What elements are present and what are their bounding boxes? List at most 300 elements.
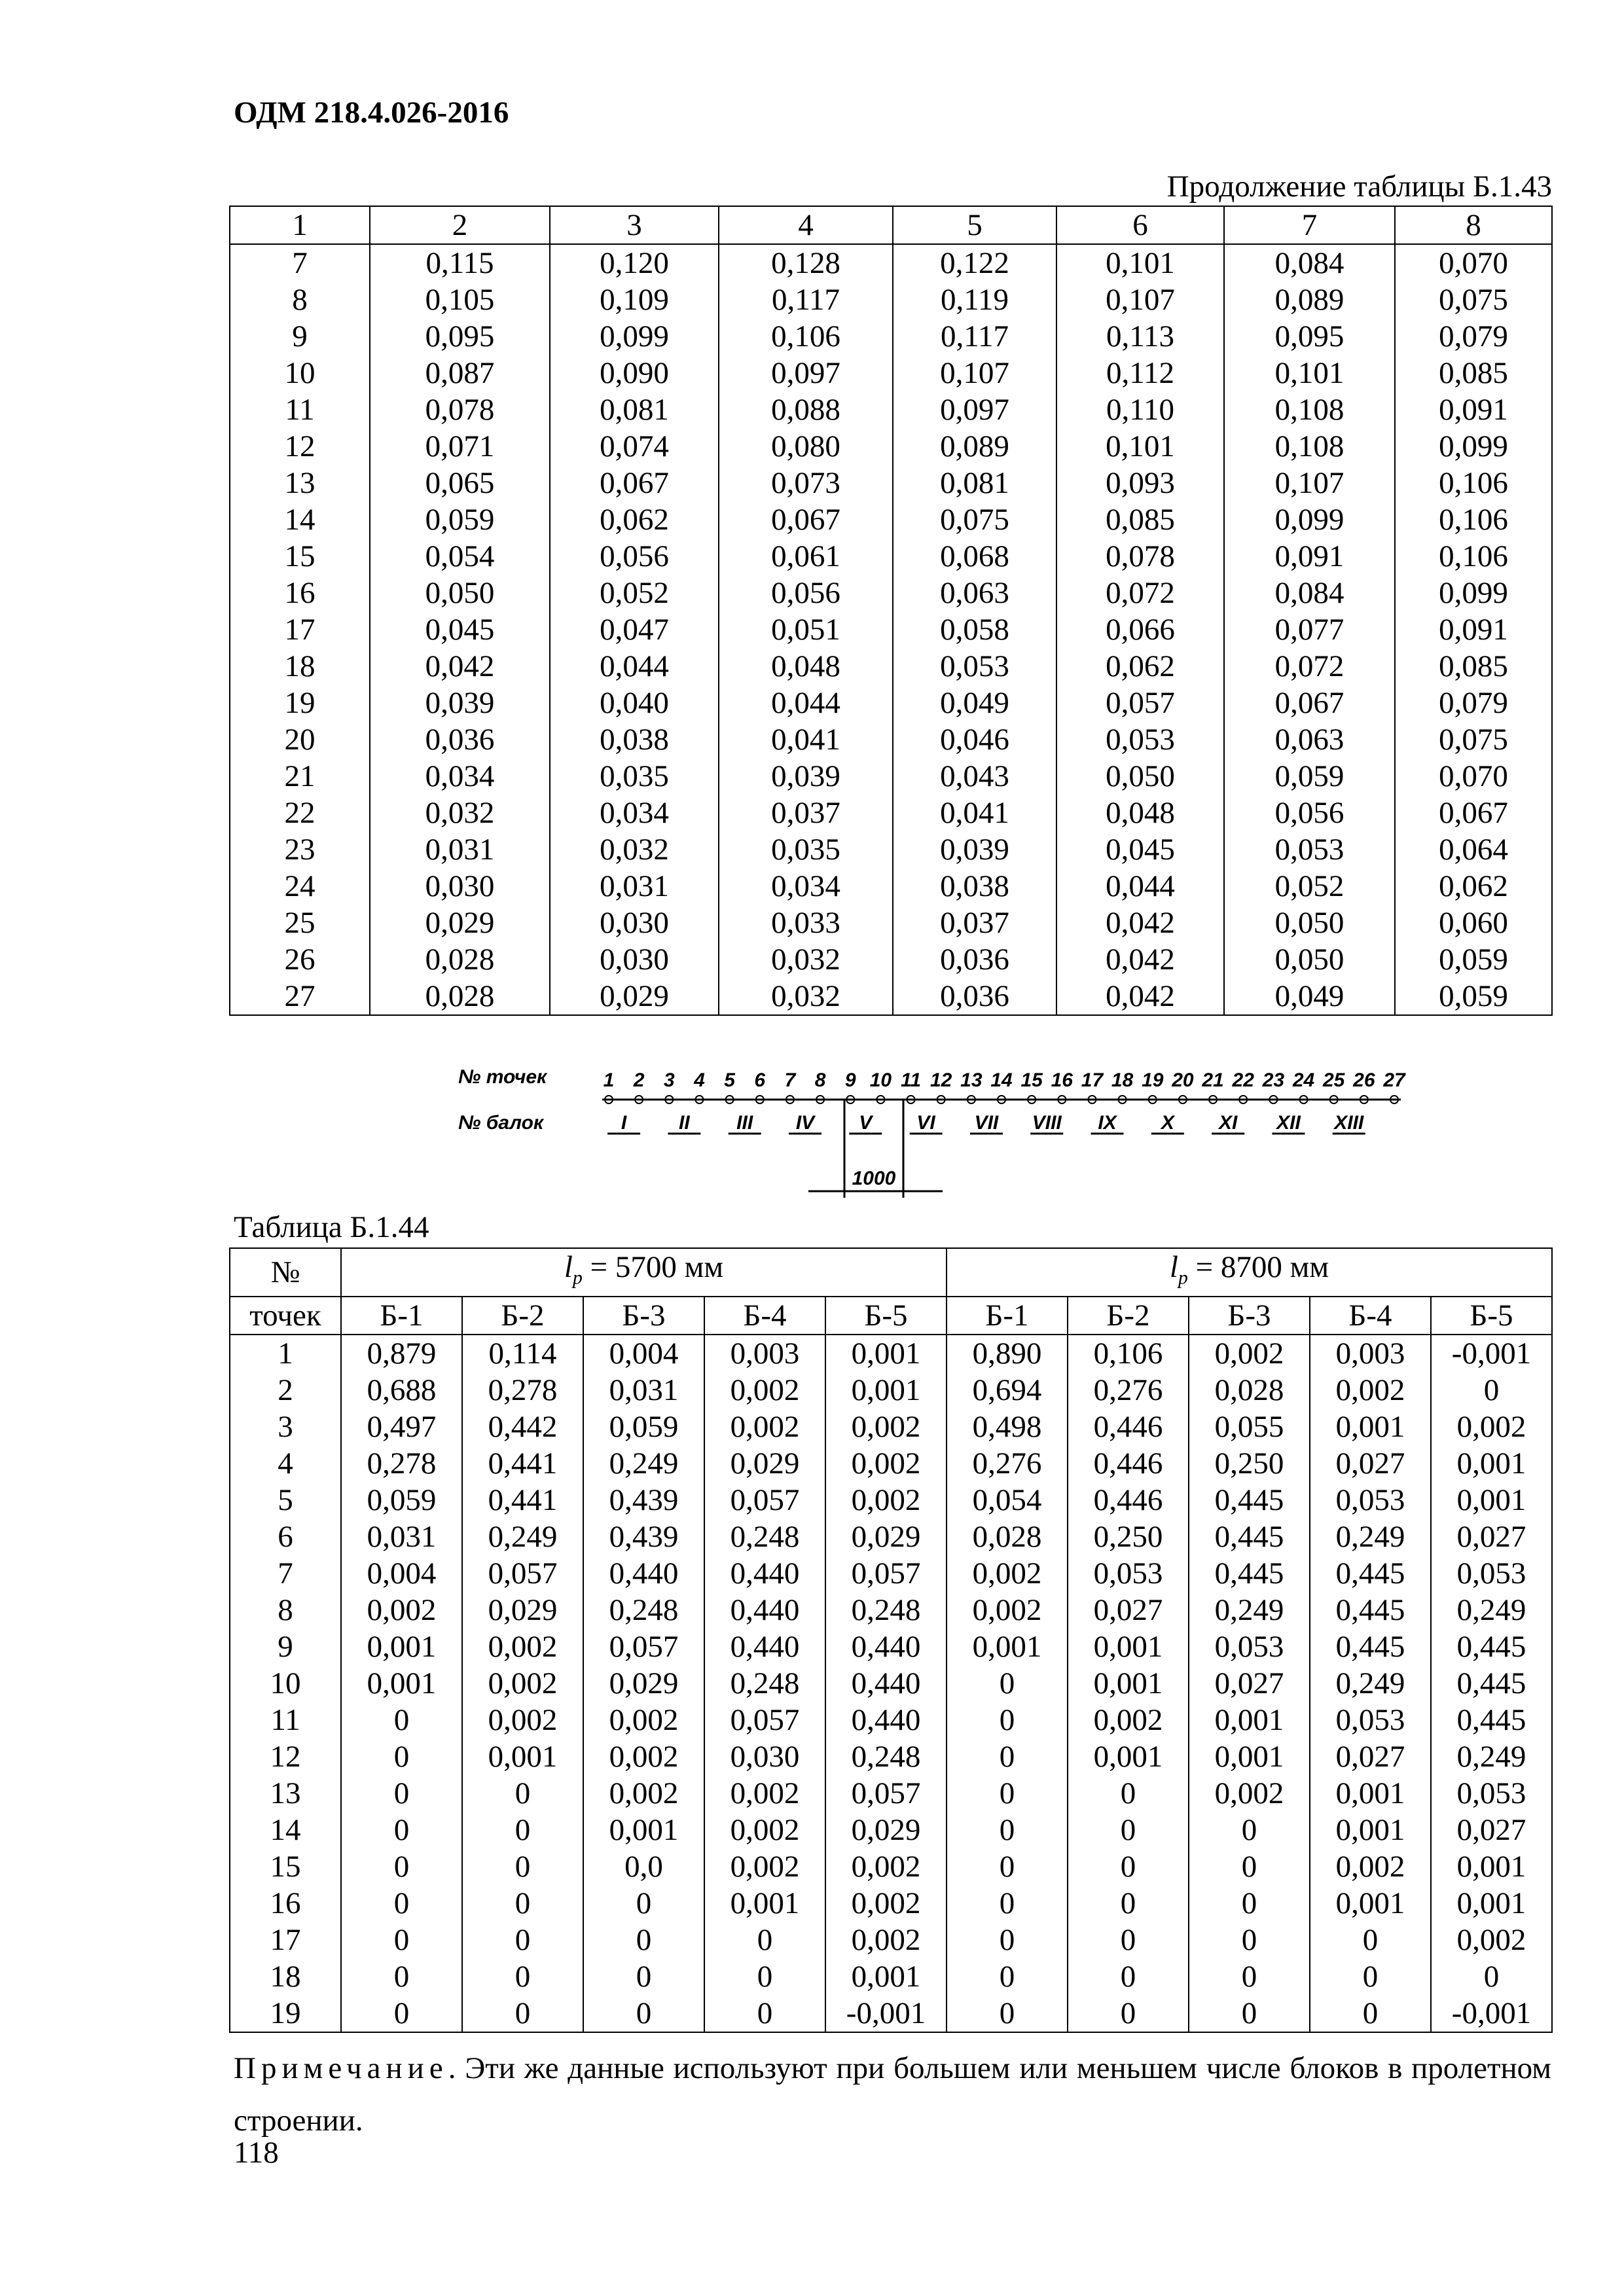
table-cell: 0,099 bbox=[1395, 575, 1552, 611]
table-cell: 0,050 bbox=[1056, 758, 1224, 795]
point-number-label: 15 bbox=[1020, 1069, 1043, 1091]
table-cell: 0,106 bbox=[1395, 465, 1552, 501]
table-cell: 0,037 bbox=[893, 905, 1056, 941]
table-row bbox=[230, 1812, 1552, 1848]
table-cell: 2 bbox=[230, 1372, 341, 1408]
table-cell: 0,106 bbox=[1395, 501, 1552, 538]
table-cell: 0,106 bbox=[1068, 1335, 1189, 1372]
table-cell: 6 bbox=[230, 1518, 341, 1555]
table-cell: 0,084 bbox=[1224, 244, 1395, 281]
table-cell: 0,117 bbox=[719, 281, 893, 318]
table-cell: 0,001 bbox=[1431, 1482, 1552, 1518]
table-cell: 0,036 bbox=[370, 721, 550, 758]
beam-number-label: X bbox=[1161, 1112, 1174, 1134]
table-cell: 0 bbox=[341, 1922, 462, 1958]
table-cell: 24 bbox=[230, 868, 370, 905]
table-cell: 0,440 bbox=[583, 1555, 704, 1592]
column-header-8: 8 bbox=[1395, 206, 1552, 244]
table-cell: 0,063 bbox=[893, 575, 1056, 611]
table-cell: 0,041 bbox=[719, 721, 893, 758]
table-cell: 0,002 bbox=[462, 1702, 583, 1738]
point-number-label: 7 bbox=[784, 1069, 796, 1091]
table-cell: 0,248 bbox=[704, 1665, 825, 1702]
table-cell: 0,249 bbox=[583, 1445, 704, 1482]
table-cell: 18 bbox=[230, 648, 370, 685]
point-number-label: 6 bbox=[754, 1069, 766, 1091]
table-cell: 0,248 bbox=[825, 1738, 947, 1775]
table-cell: 0,029 bbox=[550, 978, 719, 1015]
table-cell: 0,053 bbox=[893, 648, 1056, 685]
table-cell: 0 bbox=[341, 1775, 462, 1812]
table-cell: 10 bbox=[230, 355, 370, 391]
table-cell: 0,445 bbox=[1431, 1665, 1552, 1702]
header-no: № bbox=[230, 1248, 341, 1297]
table-cell: 0,093 bbox=[1056, 465, 1224, 501]
table-cell: 4 bbox=[230, 1445, 341, 1482]
table-cell: 7 bbox=[230, 244, 370, 281]
table-cell: 0,067 bbox=[719, 501, 893, 538]
table-cell: 0 bbox=[704, 1958, 825, 1995]
table-cell: 0,090 bbox=[550, 355, 719, 391]
table-cell: 0,085 bbox=[1056, 501, 1224, 538]
table-cell: 0,079 bbox=[1395, 318, 1552, 355]
table-cell: 0,032 bbox=[719, 941, 893, 978]
table-cell: 0,089 bbox=[1224, 281, 1395, 318]
table-cell: 0,099 bbox=[550, 318, 719, 355]
table-cell: 0,028 bbox=[947, 1518, 1068, 1555]
table-cell: 0 bbox=[341, 1702, 462, 1738]
table-cell: 13 bbox=[230, 465, 370, 501]
table-cell: 0,027 bbox=[1068, 1592, 1189, 1628]
table-cell: 0,446 bbox=[1068, 1445, 1189, 1482]
table-cell: 0,001 bbox=[1068, 1628, 1189, 1665]
table-row bbox=[230, 1885, 1552, 1922]
table-cell: 0,001 bbox=[1189, 1738, 1310, 1775]
table-cell: 0,066 bbox=[1056, 611, 1224, 648]
table-cell: 0,106 bbox=[1395, 538, 1552, 575]
table-cell: 9 bbox=[230, 1628, 341, 1665]
table-cell: 17 bbox=[230, 1922, 341, 1958]
table-cell: 11 bbox=[230, 1702, 341, 1738]
table-cell: 9 bbox=[230, 318, 370, 355]
table-cell: 0,054 bbox=[370, 538, 550, 575]
table-cell: 0,002 bbox=[825, 1445, 947, 1482]
table-cell: 0,033 bbox=[719, 905, 893, 941]
table-cell: 0 bbox=[1068, 1848, 1189, 1885]
beam-number-label: VI bbox=[916, 1112, 935, 1134]
table-cell: 0,029 bbox=[462, 1592, 583, 1628]
table-cell: 16 bbox=[230, 1885, 341, 1922]
table-cell: 0,036 bbox=[893, 978, 1056, 1015]
table-cell: 0,002 bbox=[583, 1702, 704, 1738]
table-cell: 0 bbox=[341, 1995, 462, 2032]
table-cell: 0,084 bbox=[1224, 575, 1395, 611]
table-cell: 0,051 bbox=[719, 611, 893, 648]
table-row bbox=[230, 355, 1552, 391]
table-cell: 0,002 bbox=[1068, 1702, 1189, 1738]
table-cell: 0,053 bbox=[1431, 1775, 1552, 1812]
table-cell: 0,053 bbox=[1310, 1702, 1431, 1738]
table-row bbox=[230, 1848, 1552, 1885]
table-cell: 0 bbox=[341, 1848, 462, 1885]
table-cell: 0,002 bbox=[947, 1555, 1068, 1592]
table-row bbox=[230, 868, 1552, 905]
table-cell: 0,062 bbox=[1395, 868, 1552, 905]
table-row bbox=[230, 648, 1552, 685]
point-number-label: 16 bbox=[1051, 1069, 1073, 1091]
table-cell: 0,044 bbox=[719, 685, 893, 721]
table-cell: 0,001 bbox=[947, 1628, 1068, 1665]
table-row bbox=[230, 1518, 1552, 1555]
table-cell: 0,059 bbox=[370, 501, 550, 538]
table-cell: 0,001 bbox=[1431, 1848, 1552, 1885]
table-cell: 0,049 bbox=[893, 685, 1056, 721]
table-cell: 0,688 bbox=[341, 1372, 462, 1408]
table-cell: 0,028 bbox=[370, 978, 550, 1015]
table-cell: 0,002 bbox=[1431, 1922, 1552, 1958]
table-cell: 0,088 bbox=[719, 391, 893, 428]
table-cell: 0,001 bbox=[1189, 1702, 1310, 1738]
table-cell: 0,027 bbox=[1431, 1518, 1552, 1555]
table-cell: 0 bbox=[947, 1665, 1068, 1702]
table-cell: 0,056 bbox=[550, 538, 719, 575]
table-cell: 0,027 bbox=[1310, 1445, 1431, 1482]
table-cell: 0,064 bbox=[1395, 831, 1552, 868]
table-note bbox=[234, 2042, 1551, 2147]
table-row bbox=[230, 1445, 1552, 1482]
table-row bbox=[230, 1555, 1552, 1592]
beam-number-label: XII bbox=[1276, 1112, 1301, 1134]
table-row bbox=[230, 575, 1552, 611]
beam-number-label: VII bbox=[974, 1112, 999, 1134]
table-cell: 0,056 bbox=[1224, 795, 1395, 831]
table-cell: 0,001 bbox=[1431, 1885, 1552, 1922]
table-cell: 0,030 bbox=[550, 905, 719, 941]
table-row bbox=[230, 1372, 1552, 1408]
point-number-label: 4 bbox=[694, 1069, 705, 1091]
table-cell: 10 bbox=[230, 1665, 341, 1702]
table-cell: 8 bbox=[230, 281, 370, 318]
table-cell: 0 bbox=[1310, 1995, 1431, 2032]
table-cell: 0,440 bbox=[704, 1592, 825, 1628]
table-cell: 0,063 bbox=[1224, 721, 1395, 758]
table-cell: 0,039 bbox=[893, 831, 1056, 868]
table-cell: 0 bbox=[1189, 1812, 1310, 1848]
table-cell: 0,095 bbox=[1224, 318, 1395, 355]
table-cell: 1 bbox=[230, 1335, 341, 1372]
table-cell: 0 bbox=[947, 1775, 1068, 1812]
table-cell: 0,053 bbox=[1189, 1628, 1310, 1665]
table-cell: 0,001 bbox=[341, 1665, 462, 1702]
table-row bbox=[230, 758, 1552, 795]
table-cell: 0,052 bbox=[1224, 868, 1395, 905]
point-number-label: 13 bbox=[960, 1069, 983, 1091]
point-number-label: 8 bbox=[814, 1069, 826, 1091]
table-cell: 0,446 bbox=[1068, 1482, 1189, 1518]
table-b-1-44 bbox=[229, 1247, 1553, 2033]
table-cell: 0,091 bbox=[1395, 391, 1552, 428]
table-cell: 0,003 bbox=[704, 1335, 825, 1372]
point-number-label: 17 bbox=[1081, 1069, 1104, 1091]
table-cell: 0,057 bbox=[704, 1482, 825, 1518]
table-cell: 0,070 bbox=[1395, 244, 1552, 281]
table-cell: 0,249 bbox=[1310, 1518, 1431, 1555]
table-cell: 0,044 bbox=[550, 648, 719, 685]
note-label: Примечание bbox=[234, 2051, 448, 2085]
table-cell: 0,002 bbox=[583, 1738, 704, 1775]
table-cell: 0,248 bbox=[704, 1518, 825, 1555]
table-cell: 0,001 bbox=[1310, 1775, 1431, 1812]
table-cell: 0,091 bbox=[1224, 538, 1395, 575]
table-cell: 0,068 bbox=[893, 538, 1056, 575]
table-cell: 0,119 bbox=[893, 281, 1056, 318]
points-label: № точек bbox=[458, 1066, 547, 1088]
table-cell: 0,002 bbox=[704, 1372, 825, 1408]
table-cell: 0 bbox=[583, 1958, 704, 1995]
point-number-label: 22 bbox=[1232, 1069, 1254, 1091]
table-row bbox=[230, 1775, 1552, 1812]
table-cell: 0,029 bbox=[704, 1445, 825, 1482]
table-cell: 0,002 bbox=[947, 1592, 1068, 1628]
table-row bbox=[230, 1958, 1552, 1995]
table-cell: 0,053 bbox=[1310, 1482, 1431, 1518]
table-cell: 0,001 bbox=[1068, 1738, 1189, 1775]
table-cell: 12 bbox=[230, 428, 370, 465]
table-row bbox=[230, 795, 1552, 831]
table-cell: 0,034 bbox=[719, 868, 893, 905]
subcolumn-header: Б-1 bbox=[341, 1297, 462, 1335]
table-row bbox=[230, 831, 1552, 868]
table-cell: 0,045 bbox=[370, 611, 550, 648]
table-cell: 0,109 bbox=[550, 281, 719, 318]
table-cell: 0,107 bbox=[1056, 281, 1224, 318]
table-cell: 0,249 bbox=[462, 1518, 583, 1555]
table-cell: 0,001 bbox=[583, 1812, 704, 1848]
table-cell: 0,038 bbox=[893, 868, 1056, 905]
table-cell: 7 bbox=[230, 1555, 341, 1592]
table-cell: 0,440 bbox=[825, 1665, 947, 1702]
table-cell: 0,031 bbox=[583, 1372, 704, 1408]
point-number-label: 19 bbox=[1142, 1069, 1164, 1091]
table-cell: 0,250 bbox=[1068, 1518, 1189, 1555]
table-cell: 0,057 bbox=[1056, 685, 1224, 721]
table-cell: 0,0 bbox=[583, 1848, 704, 1885]
table-cell: 0,059 bbox=[1395, 978, 1552, 1015]
table-cell: 16 bbox=[230, 575, 370, 611]
table-cell: 0,067 bbox=[1224, 685, 1395, 721]
table-cell: 0,074 bbox=[550, 428, 719, 465]
table-cell: 0,440 bbox=[825, 1628, 947, 1665]
table-cell: 0,027 bbox=[1310, 1738, 1431, 1775]
subcolumn-header: Б-4 bbox=[1310, 1297, 1431, 1335]
table-cell: 0,248 bbox=[825, 1592, 947, 1628]
table-b-1-43 bbox=[229, 206, 1553, 1016]
table-cell: 0 bbox=[947, 1738, 1068, 1775]
table-cell: 0 bbox=[947, 1848, 1068, 1885]
table-cell: 0,050 bbox=[1224, 941, 1395, 978]
column-header-2: 2 bbox=[370, 206, 550, 244]
table-row bbox=[230, 428, 1552, 465]
page-number: 118 bbox=[234, 2136, 279, 2170]
point-number-label: 2 bbox=[633, 1069, 645, 1091]
subcolumn-header: Б-2 bbox=[462, 1297, 583, 1335]
header-group-8700: $l_p = 8700$ мм bbox=[947, 1248, 1552, 1297]
point-number-label: 24 bbox=[1292, 1069, 1315, 1091]
table-cell: 0,031 bbox=[550, 868, 719, 905]
table-cell: 22 bbox=[230, 795, 370, 831]
header-group-5700: $l_p = 5700$ мм bbox=[341, 1248, 947, 1297]
table-cell: 0,445 bbox=[1189, 1518, 1310, 1555]
subcolumn-header: Б-3 bbox=[1189, 1297, 1310, 1335]
table-cell: 21 bbox=[230, 758, 370, 795]
table-cell: 0,001 bbox=[1310, 1408, 1431, 1445]
table-cell: 0,057 bbox=[825, 1775, 947, 1812]
table-header-row bbox=[230, 206, 1552, 244]
table-cell: 0,071 bbox=[370, 428, 550, 465]
column-header-4: 4 bbox=[719, 206, 893, 244]
table-cell: 0 bbox=[341, 1738, 462, 1775]
table-row bbox=[230, 1335, 1552, 1372]
beam-number-label: III bbox=[736, 1112, 753, 1134]
table-cell: 0,062 bbox=[1056, 648, 1224, 685]
table-cell: 0,059 bbox=[1224, 758, 1395, 795]
table-cell: 0,002 bbox=[825, 1408, 947, 1445]
point-number-label: 25 bbox=[1323, 1069, 1345, 1091]
table-cell: 0,042 bbox=[1056, 978, 1224, 1015]
table-cell: 0,278 bbox=[462, 1372, 583, 1408]
table-cell: 0,089 bbox=[893, 428, 1056, 465]
table-cell: 0,028 bbox=[370, 941, 550, 978]
table-cell: 0,001 bbox=[462, 1738, 583, 1775]
table-cell: 0,001 bbox=[704, 1885, 825, 1922]
point-number-label: 20 bbox=[1172, 1069, 1194, 1091]
table-cell: 0,053 bbox=[1431, 1555, 1552, 1592]
point-number-label: 14 bbox=[990, 1069, 1013, 1091]
table-cell: 0,249 bbox=[1431, 1738, 1552, 1775]
table-cell: 0,081 bbox=[550, 391, 719, 428]
table-cell: 0,002 bbox=[1431, 1408, 1552, 1445]
table-row bbox=[230, 1702, 1552, 1738]
table-cell: 0,043 bbox=[893, 758, 1056, 795]
table-cell: 0,248 bbox=[583, 1592, 704, 1628]
table-cell: 0 bbox=[1068, 1995, 1189, 2032]
table-cell: -0,001 bbox=[1431, 1335, 1552, 1372]
table-cell: 0,091 bbox=[1395, 611, 1552, 648]
table-cell: 0,042 bbox=[370, 648, 550, 685]
beam-number-label: II bbox=[679, 1112, 690, 1134]
table-cell: 0,079 bbox=[1395, 685, 1552, 721]
table-cell: 0,002 bbox=[704, 1848, 825, 1885]
table-cell: 0,031 bbox=[370, 831, 550, 868]
table-cell: 0,042 bbox=[1056, 941, 1224, 978]
table-cell: 0,030 bbox=[550, 941, 719, 978]
table-cell: 0,278 bbox=[341, 1445, 462, 1482]
table-cell: 0,041 bbox=[893, 795, 1056, 831]
table-cell: 0,078 bbox=[370, 391, 550, 428]
point-number-label: 27 bbox=[1383, 1069, 1405, 1091]
table-cell: 0,034 bbox=[550, 795, 719, 831]
table-cell: 0,002 bbox=[462, 1665, 583, 1702]
table-cell: 0,035 bbox=[719, 831, 893, 868]
table-cell: 0 bbox=[1068, 1922, 1189, 1958]
column-header-6: 6 bbox=[1056, 206, 1224, 244]
table-cell: 0,105 bbox=[370, 281, 550, 318]
point-number-label: 5 bbox=[724, 1069, 735, 1091]
point-number-label: 26 bbox=[1353, 1069, 1375, 1091]
table-cell: 0 bbox=[947, 1885, 1068, 1922]
table-cell: 0,034 bbox=[370, 758, 550, 795]
table-cell: 0,440 bbox=[825, 1702, 947, 1738]
table-row bbox=[230, 685, 1552, 721]
table-cell: 0,445 bbox=[1189, 1555, 1310, 1592]
table-cell: 0,029 bbox=[825, 1518, 947, 1555]
point-number-label: 9 bbox=[844, 1069, 856, 1091]
table-cell: 0 bbox=[341, 1958, 462, 1995]
table-cell: 0,122 bbox=[893, 244, 1056, 281]
table-cell: 0,073 bbox=[719, 465, 893, 501]
table-cell: 0,001 bbox=[825, 1335, 947, 1372]
table-cell: 0,062 bbox=[550, 501, 719, 538]
table-cell: 0,075 bbox=[1395, 721, 1552, 758]
table-cell: 0,101 bbox=[1224, 355, 1395, 391]
table-row bbox=[230, 941, 1552, 978]
table-cell: 0,052 bbox=[550, 575, 719, 611]
table-cell: -0,001 bbox=[825, 1995, 947, 2032]
table-cell: 0,077 bbox=[1224, 611, 1395, 648]
table-cell: 0,445 bbox=[1189, 1482, 1310, 1518]
table-cell: 0,085 bbox=[1395, 648, 1552, 685]
table-cell: 0,001 bbox=[1310, 1885, 1431, 1922]
table-cell: 0,002 bbox=[1189, 1335, 1310, 1372]
table-cell: 0,002 bbox=[583, 1775, 704, 1812]
table-cell: 0,030 bbox=[704, 1738, 825, 1775]
table-cell: 0,050 bbox=[1224, 905, 1395, 941]
table-header-row-1 bbox=[230, 1248, 1552, 1297]
table-cell: 0,037 bbox=[719, 795, 893, 831]
table-cell: 0,027 bbox=[1189, 1665, 1310, 1702]
table-cell: 0,101 bbox=[1056, 244, 1224, 281]
table-cell: -0,001 bbox=[1431, 1995, 1552, 2032]
beam-number-label: XIII bbox=[1334, 1112, 1364, 1134]
point-number-label: 11 bbox=[900, 1069, 922, 1091]
table-cell: 0,072 bbox=[1056, 575, 1224, 611]
table-cell: 0,446 bbox=[1068, 1408, 1189, 1445]
table-cell: 0,002 bbox=[462, 1628, 583, 1665]
table-cell: 0 bbox=[1189, 1848, 1310, 1885]
table-cell: 0 bbox=[462, 1885, 583, 1922]
table-cell: 0,276 bbox=[1068, 1372, 1189, 1408]
table-cell: 0,440 bbox=[704, 1555, 825, 1592]
table-cell: 0,001 bbox=[825, 1372, 947, 1408]
table-cell: 0,057 bbox=[825, 1555, 947, 1592]
subcolumn-header: Б-4 bbox=[704, 1297, 825, 1335]
table-cell: 0 bbox=[1189, 1995, 1310, 2032]
beam-number-label: IV bbox=[795, 1112, 815, 1134]
beams-label: № балок bbox=[458, 1112, 544, 1134]
table-row bbox=[230, 538, 1552, 575]
table-cell: 0,441 bbox=[462, 1482, 583, 1518]
table-cell: 0 bbox=[1068, 1958, 1189, 1995]
column-header-1: 1 bbox=[230, 206, 370, 244]
table-row bbox=[230, 721, 1552, 758]
table-cell: 12 bbox=[230, 1738, 341, 1775]
table-cell: 0,249 bbox=[1431, 1592, 1552, 1628]
table-cell: 0,249 bbox=[1310, 1665, 1431, 1702]
beam-points-diagram bbox=[452, 1047, 1414, 1211]
table-cell: 0,107 bbox=[1224, 465, 1395, 501]
table-row bbox=[230, 905, 1552, 941]
table-cell: 0,057 bbox=[462, 1555, 583, 1592]
